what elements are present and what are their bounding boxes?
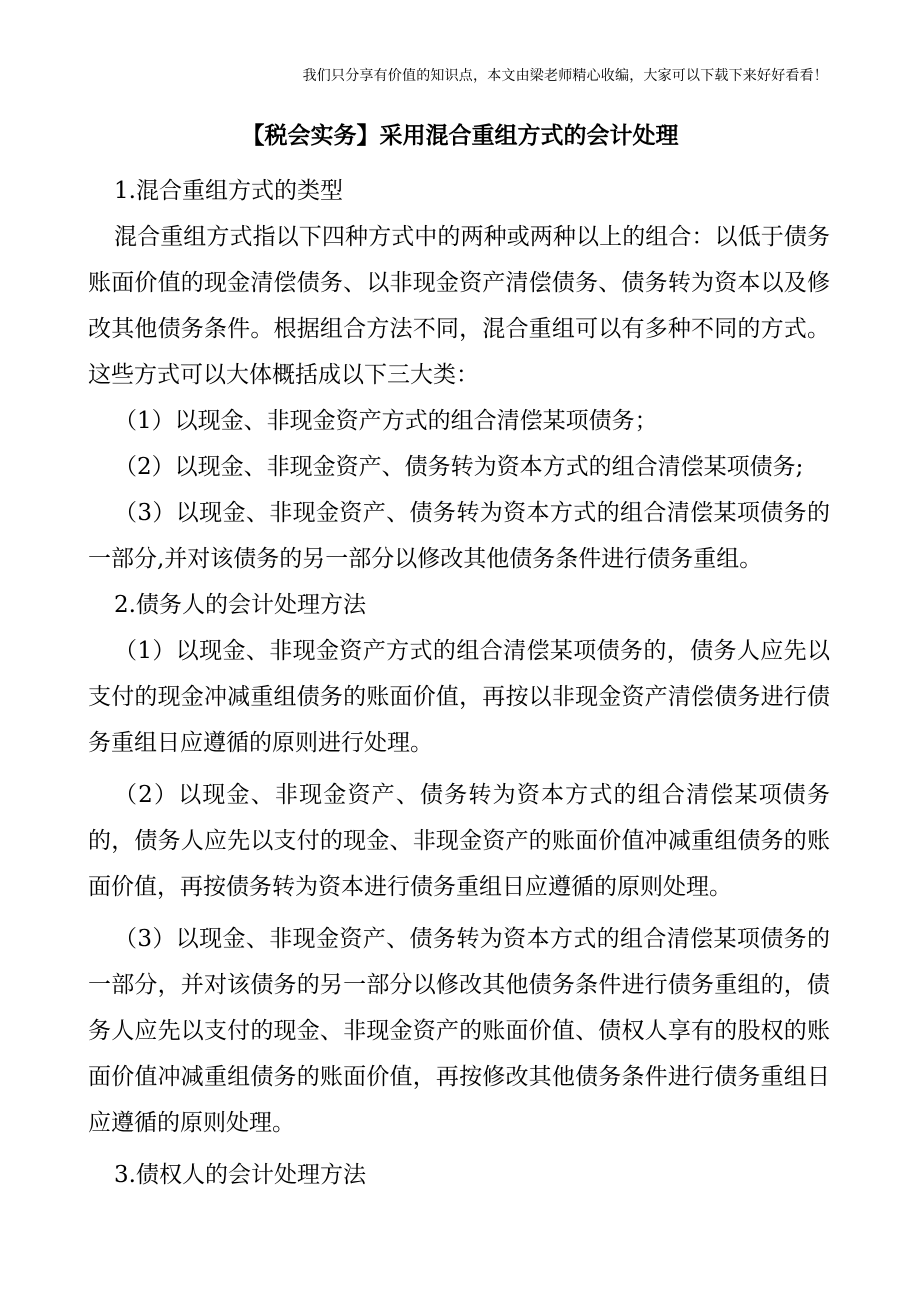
section-1-item-2: （2）以现金、非现金资产、债务转为资本方式的组合清偿某项债务; <box>114 454 804 480</box>
document-title: 【税会实务】采用混合重组方式的会计处理 <box>241 122 679 149</box>
section-3-heading: 3.债权人的会计处理方法 <box>114 1162 366 1188</box>
section-1-item-3: （3）以现金、非现金资产、债务转为资本方式的组合清偿某项债务的一部分,并对该债务的另一部分以修改其他债务条件进行债务重组。 <box>88 500 830 572</box>
header-notice: 我们只分享有价值的知识点，本文由梁老师精心收编，大家可以下载下来好好看看！ <box>302 68 828 84</box>
section-2-item-3: （3）以现金、非现金资产、债务转为资本方式的组合清偿某项债务的一部分，并对该债务的另一部分以修改其他债务条件进行债务重组的，债务人应先以支付的现金、非现金资产的账面价值、债权人享有的股权的账面价值冲减重组债务的账面价值，再按修改其他债务条件进行债务重组日应遵循的原则处理。 <box>88 926 830 1136</box>
document-body <box>88 168 830 1198</box>
section-2-heading: 2.债务人的会计处理方法 <box>114 592 366 618</box>
section-2-item-1: （1）以现金、非现金资产方式的组合清偿某项债务的，债务人应先以支付的现金冲减重组债务的账面价值，再按以非现金资产清偿债务进行债务重组日应遵循的原则进行处理。 <box>88 638 830 756</box>
section-1-intro: 混合重组方式指以下四种方式中的两种或两种以上的组合：以低于债务账面价值的现金清偿债务、以非现金资产清偿债务、债务转为资本以及修改其他债务条件。根据组合方法不同，混合重组可以有多种不同的方式。这些方式可以大体概括成以下三大类： <box>88 224 830 388</box>
section-1-heading: 1.混合重组方式的类型 <box>114 178 343 204</box>
section-1-item-1: （1）以现金、非现金资产方式的组合清偿某项债务； <box>114 408 658 434</box>
section-2-item-2: （2）以现金、非现金资产、债务转为资本方式的组合清偿某项债务的，债务人应先以支付的现金、非现金资产的账面价值冲减重组债务的账面价值，再按债务转为资本进行债务重组日应遵循的原则处理。 <box>88 782 830 900</box>
